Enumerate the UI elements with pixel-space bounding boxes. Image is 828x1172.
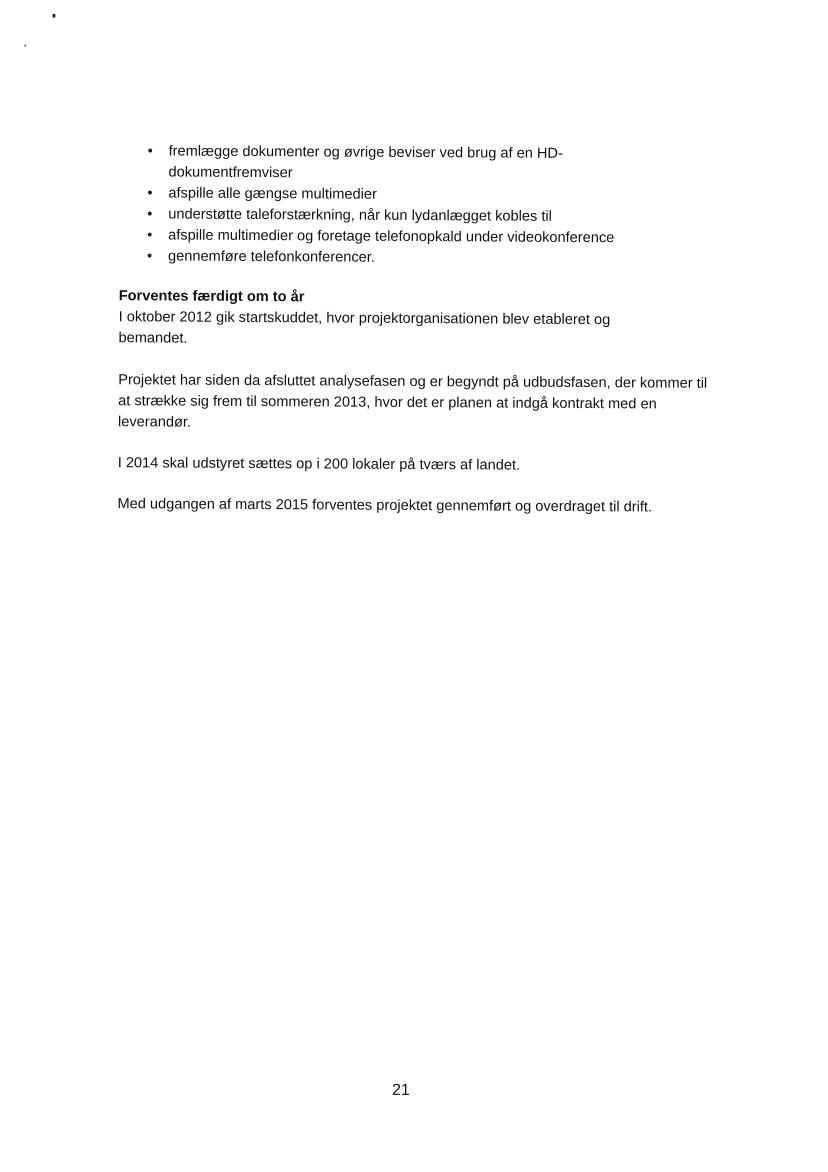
paragraph-completion: Med udgangen af marts 2015 forventes projektet gennemført og overdraget til drift.: [117, 496, 653, 516]
bullet-icon: •: [147, 185, 153, 202]
bullet-icon: •: [147, 143, 153, 160]
bullet-icon: •: [147, 227, 153, 244]
feature-bullet-list: [142, 141, 663, 270]
paragraph-installation: I 2014 skal udstyret sættes op i 200 lokaler på tværs af landet.: [117, 455, 521, 474]
bullet-icon: •: [147, 206, 153, 223]
list-item-text: afspille alle gængse multimedier: [168, 185, 377, 203]
list-item: [142, 141, 662, 186]
section-heading: Forventes færdigt om to år: [118, 288, 305, 306]
paragraph-project-phases: Projektet har siden da afsluttet analysefasen og er begyndt på udbudsfasen, der kommer til at strække sig frem til sommeren 2013, hvor det er planen at indgå kontrakt med en leverandør.: [117, 372, 708, 431]
list-item: [142, 246, 662, 270]
paragraph-project-start: I oktober 2012 gik startskuddet, hvor projektorganisationen blev etableret og bemandet.: [118, 309, 611, 347]
bullet-icon: •: [146, 248, 153, 265]
scan-speck: [52, 14, 55, 18]
list-item-text: afspille multimedier og foretage telefonopkald under videokonference: [168, 227, 615, 247]
page-number: 21: [391, 1081, 410, 1099]
scan-speck: [24, 45, 26, 47]
list-item-text: gennemføre telefonkonferencer.: [167, 248, 375, 266]
list-item-text: fremlægge dokumenter og øvrige beviser ved brug af en HD-dokumentfremviser: [168, 143, 563, 182]
list-item-text: understøtte taleforstærkning, når kun lydanlægget kobles til: [168, 206, 553, 225]
